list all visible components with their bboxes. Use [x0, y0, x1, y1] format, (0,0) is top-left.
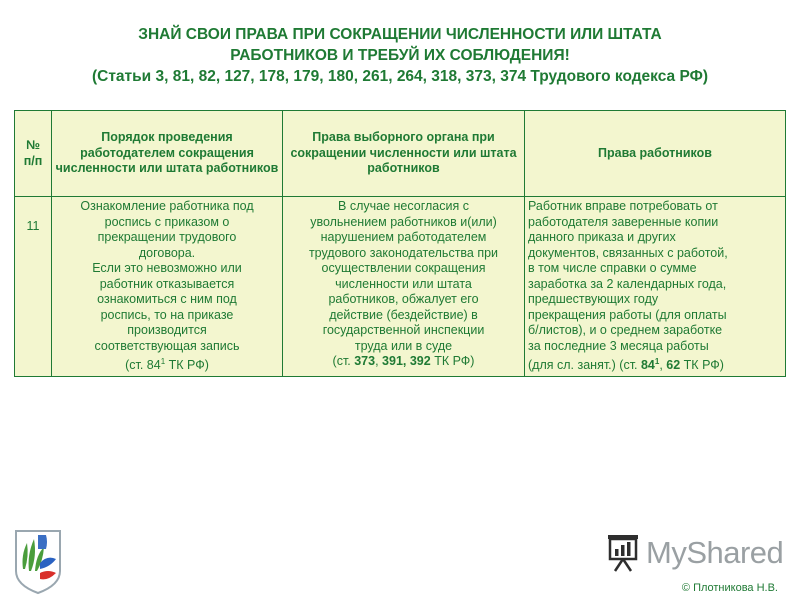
law-reference: [55, 354, 279, 374]
copyright-text: © Плотникова Н.В.: [681, 582, 778, 594]
page-title: [0, 24, 800, 87]
ref-text: (ст.: [332, 354, 355, 368]
text-line: Работник вправе потребовать от: [528, 199, 718, 213]
text-line: документов, связанных с работой,: [528, 245, 728, 260]
myshared-watermark: [606, 533, 783, 573]
text-line: работник отказывается: [99, 276, 235, 291]
header-union-rights: Права выборного органа при сокращении численности или штата работников: [283, 111, 525, 197]
ref-text: ,: [375, 354, 383, 368]
row-number: 11: [15, 197, 52, 377]
text-line: роспись с приказом о: [104, 214, 230, 229]
text-line: увольнением работников и(или): [310, 214, 497, 229]
ref-text: ТК РФ): [430, 354, 475, 368]
title-line-2: РАБОТНИКОВ И ТРЕБУЙ ИХ СОБЛЮДЕНИЯ!: [230, 47, 570, 64]
ref-article: 373: [354, 354, 376, 368]
ref-article: 84: [640, 358, 655, 373]
text-line: данного приказа и других: [528, 230, 676, 244]
ref-superscript: 1: [160, 357, 166, 366]
law-reference: [286, 354, 521, 370]
text-line: работников, обжалует его: [328, 292, 479, 306]
text-line: производится: [127, 323, 207, 337]
ref-text: ,: [659, 358, 667, 373]
text-line: соответствующая запись: [94, 338, 240, 353]
title-line-1: ЗНАЙ СВОИ ПРАВА ПРИ СОКРАЩЕНИИ ЧИСЛЕННОСТИ ИЛИ ШТАТА: [138, 26, 662, 43]
text-line: действие (бездействие) в: [329, 307, 478, 322]
text-line: прекращения работы (для оплаты: [528, 307, 727, 322]
text-line: Ознакомление работника под: [80, 199, 254, 213]
ref-article: 62: [666, 358, 681, 373]
cell-employer-procedure: [52, 197, 283, 377]
text-line: б/листов), и о среднем заработке: [528, 323, 723, 337]
text-line: трудового законодательства при: [308, 245, 499, 260]
text-line: работодателя заверенные копии: [528, 214, 719, 229]
text-line: численности или штата: [335, 276, 472, 291]
rights-table: [14, 110, 786, 377]
myshared-text: MyShared: [646, 535, 784, 570]
presentation-board-icon: [606, 534, 640, 572]
text-line: В случае несогласия с: [338, 199, 469, 213]
ref-text: (для сл. занят.) (ст.: [528, 358, 641, 373]
ref-superscript: 1: [654, 357, 660, 366]
union-logo: [12, 525, 64, 595]
text-line: Если это невозможно или: [92, 261, 242, 275]
ref-article: 391, 392: [382, 354, 431, 368]
text-line: предшествующих году: [528, 292, 659, 306]
law-reference: [528, 354, 782, 374]
header-employee-rights: Права работников: [525, 111, 786, 197]
text-line: за последние 3 месяца работы: [528, 338, 709, 353]
text-line: заработка за 2 календарных года,: [528, 276, 727, 291]
title-line-3: (Статьи 3, 81, 82, 127, 178, 179, 180, 261, 264, 318, 373, 374 Трудового кодекса РФ): [91, 68, 708, 85]
text-line: нарушением работодателем: [320, 230, 487, 244]
header-number-symbol: №: [26, 138, 40, 152]
cell-union-rights: [283, 197, 525, 377]
table-row: [15, 197, 786, 377]
header-number-abbr: п/п: [23, 153, 43, 168]
ref-text: ТК РФ): [680, 358, 724, 373]
text-line: прекращении трудового: [97, 230, 237, 244]
text-line: труда или в суде: [354, 338, 453, 353]
table-header-row: [15, 111, 786, 197]
text-line: осуществлении сокращения: [321, 261, 486, 275]
text-line: договора.: [138, 245, 196, 260]
text-line: роспись, то на приказе: [100, 307, 234, 322]
ref-text: ТК РФ): [165, 358, 209, 373]
header-number: [15, 111, 52, 197]
text-line: государственной инспекции: [322, 323, 485, 337]
text-line: в том числе справки о сумме: [528, 261, 697, 275]
header-employer-procedure: Порядок проведения работодателем сокращения численности или штата работников: [52, 111, 283, 197]
text-line: ознакомиться с ним под: [97, 292, 237, 306]
ref-text: (ст. 84: [125, 358, 161, 373]
cell-employee-rights: [525, 197, 786, 377]
